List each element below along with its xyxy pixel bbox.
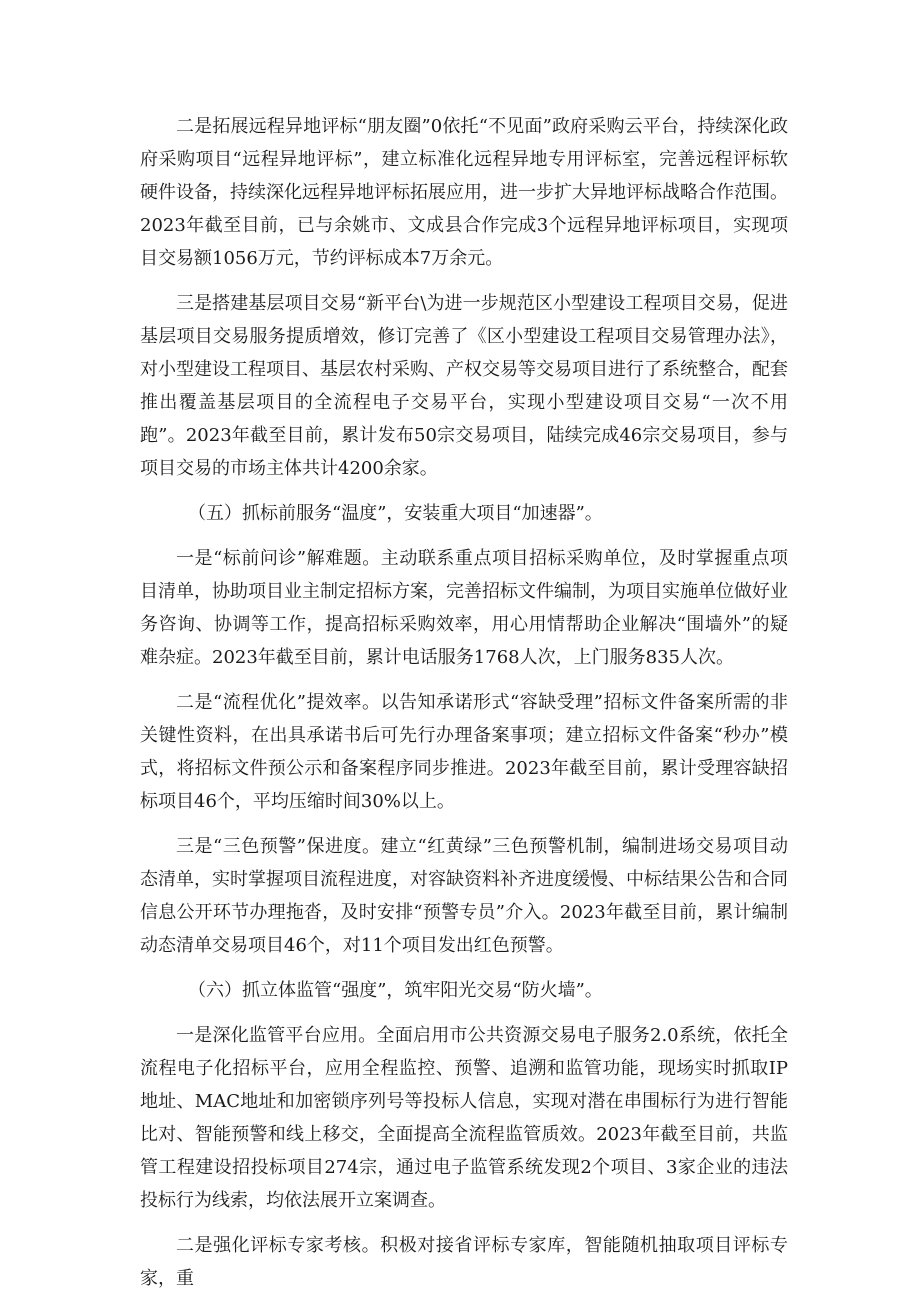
paragraph-three-color-warning: 三是“三色预警”保进度。建立“红黄绿”三色预警机制，编制进场交易项目动态清单，实时掌握项目流程进度，对容缺资料补齐进度缓慢、中标结果公告和合同信息公开环节办理拖沓，及时安排“预警专员”介入。2023年截至目前，累计编制动态清单交易项目46个，对11个项目发出红色预警。 <box>140 836 788 956</box>
section-heading-six: （六）抓立体监管“强度”，筑牢阳光交易“防火墙”。 <box>188 980 603 1001</box>
paragraph-pre-bid-consult: 一是“标前问诊”解难题。主动联系重点项目招标采购单位，及时掌握重点项目清单，协助项目业主制定招标方案，完善招标文件编制，为项目实施单位做好业务咨询、协调等工作，提高招标采购效率，用心用情帮助企业解决“围墙外”的疑难杂症。2023年截至目前，累计电话服务1768人次，上门服务835人次。 <box>140 548 788 668</box>
paragraph-remote-evaluation: 二是拓展远程异地评标“朋友圈”0依托“不见面”政府采购云平台，持续深化政府采购项目“远程异地评标”，建立标准化远程异地专用评标室，完善远程评标软硬件设备，持续深化远程异地评标拓展应用，进一步扩大异地评标战略合作范围。2023年截至目前，已与余姚市、文成县合作完成3个远程异地评标项目，实现项目交易额1056万元，节约评标成本7万余元。 <box>140 116 788 269</box>
paragraph-expert-assessment: 二是强化评标专家考核。积极对接省评标专家库，智能随机抽取项目评标专家，重 <box>140 1235 788 1289</box>
section-heading-five: （五）抓标前服务“温度”，安装重大项目“加速器”。 <box>188 503 603 524</box>
paragraph-process-optimization: 二是“流程优化”提效率。以告知承诺形式“容缺受理”招标文件备案所需的非关键性资料，在出具承诺书后可先行办理备案事项；建立招标文件备案“秒办”模式，将招标文件预公示和备案程序同步推进。2023年截至目前，累计受理容缺招标项目46个，平均压缩时间30%以上。 <box>140 692 788 812</box>
document-body <box>140 110 788 1307</box>
paragraph-supervision-platform: 一是深化监管平台应用。全面启用市公共资源交易电子服务2.0系统，依托全流程电子化招标平台，应用全程监控、预警、追溯和监管功能，现场实时抓取IP地址、MAC地址和加密锁序列号等投标人信息，实现对潜在串围标行为进行智能比对、智能预警和线上移交，全面提高全流程监管质效。2023年截至目前，共监管工程建设招投标项目274宗，通过电子监管系统发现2个项目、3家企业的违法投标行为线索，均依法展开立案调查。 <box>140 1025 788 1211</box>
paragraph-grassroots-platform: 三是搭建基层项目交易“新平台\为进一步规范区小型建设工程项目交易，促进基层项目交易服务提质增效，修订完善了《区小型建设工程项目交易管理办法》，对小型建设工程项目、基层农村采购、产权交易等交易项目进行了系统整合，配套推出覆盖基层项目的全流程电子交易平台，实现小型建设项目交易“一次不用跑”。2023年截至目前，累计发布50宗交易项目，陆续完成46宗交易项目，参与项目交易的市场主体共计4200余家。 <box>140 293 788 479</box>
